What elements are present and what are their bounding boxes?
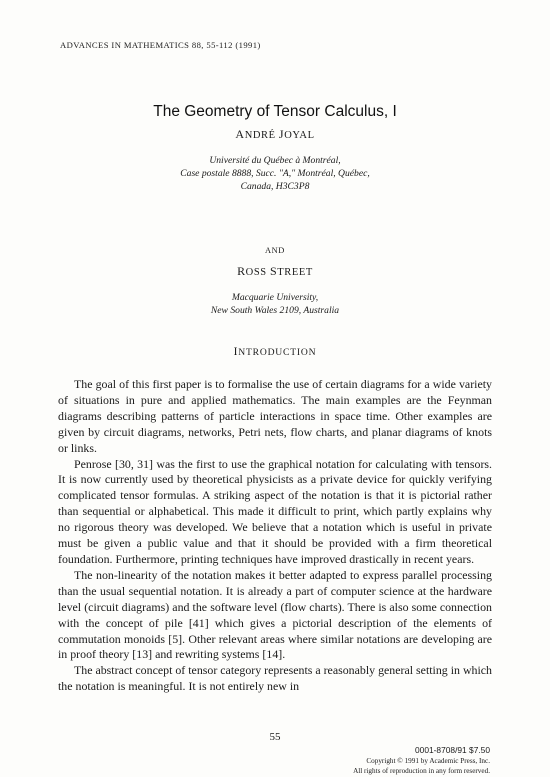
affiliation-line: Canada, H3C3P8 [240, 181, 310, 192]
copyright-line: Copyright © 1991 by Academic Press, Inc. [366, 757, 490, 765]
affiliation-line: Case postale 8888, Succ. "A," Montréal, Québec, [180, 168, 370, 179]
journal-citation: ADVANCES IN MATHEMATICS 88, 55-112 (1991) [60, 40, 261, 50]
paper-title: The Geometry of Tensor Calculus, I [153, 103, 397, 120]
section-heading: INTRODUCTION [233, 346, 317, 358]
paragraph: The non-linearity of the notation makes it better adapted to express parallel processing than the usual sequential notation. It is already a part of computer science at the hardware level (circuit diagrams) and the software level (flow charts). There is also some connection with the concept of pile [41] which gives a pictorial description of the elements of commutation monoids [5]. Other relevant areas where similar notations are developing are in proof theory [13] and rewriting systems [14]. [58, 567, 492, 662]
author-conjunction: AND [265, 246, 285, 255]
paragraph: The goal of this first paper is to formalise the use of certain diagrams for a wide variety of situations in pure and applied mathematics. The main examples are the Feynman diagrams describing patterns of particle interactions in space time. Other examples are given by circuit diagrams, networks, Petri nets, flow charts, and planar diagrams of knots or links. [58, 377, 492, 455]
paragraph: Penrose [30, 31] was the first to use the graphical notation for calculating with tensors. It is now currently used by theoretical physicists as a private device for quickly verifying complicated tensor formulas. A striking aspect of the notation is that it is pictorial rather than sequential or alphabetical. This made it difficult to print, which partly explains why no rigorous theory was developed. We believe that a notation which is useful in private must be given a public value and that it should be provided with a firm theoretical foundation. Furthermore, printing techniques have improved drastically in recent years. [58, 456, 492, 566]
affiliation-line: Université du Québec à Montréal, [209, 155, 341, 166]
affiliation-line: Macquarie University, [231, 292, 319, 303]
author-affiliation-joyal [0, 154, 550, 193]
paragraph: The abstract concept of tensor category represents a reasonably general setting in which the notation is meaningful. It is not entirely new in [58, 663, 492, 694]
copyright-line: All rights of reproduction in any form reserved. [353, 767, 490, 775]
author-name-street: ROSS STREET [237, 264, 313, 278]
author-affiliation-street [0, 291, 550, 317]
article-code: 0001-8708/91 $7.50 [415, 745, 490, 755]
copyright-notice [353, 756, 490, 776]
body-text [58, 377, 492, 695]
author-name-joyal: ANDRÉ JOYAL [235, 127, 315, 141]
page-number: 55 [269, 731, 281, 743]
running-head [60, 40, 261, 50]
affiliation-line: New South Wales 2109, Australia [210, 305, 340, 316]
